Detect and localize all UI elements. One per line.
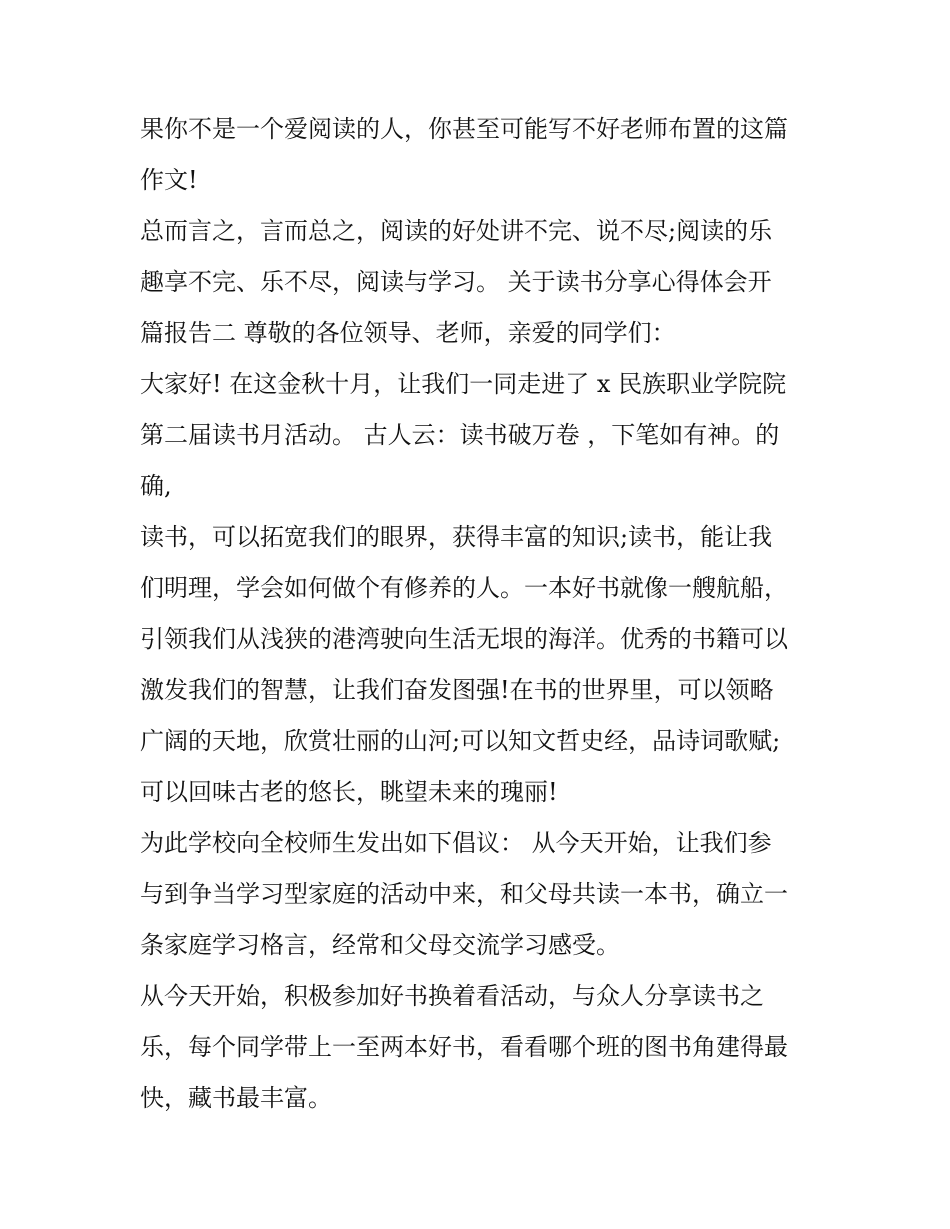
text-line: 第二届读书月活动。 古人云：读书破万卷 ，下笔如有神。的	[140, 421, 780, 449]
text-line: 乐，每个同学带上一至两本好书，看看哪个班的图书角建得最	[140, 1033, 788, 1061]
text-line: 广阔的天地，欣赏壮丽的山河;可以知文哲史经，品诗词歌赋;	[140, 727, 781, 755]
text-line: 可以回味古老的悠长，眺望未来的瑰丽!	[140, 778, 558, 806]
text-line: 为此学校向全校师生发出如下倡议： 从今天开始，让我们参	[140, 829, 772, 857]
text-line: 作文!	[140, 166, 198, 194]
text-line: 从今天开始，积极参加好书换着看活动，与众人分享读书之	[140, 982, 764, 1010]
text-line: 条家庭学习格言，经常和父母交流学习感受。	[140, 931, 620, 959]
text-line: 大家好! 在这金秋十月，让我们一同走进了 x 民族职业学院院	[140, 370, 787, 398]
text-line: 与到争当学习型家庭的活动中来，和父母共读一本书，确立一	[140, 880, 788, 908]
text-line: 引领我们从浅狭的港湾驶向生活无垠的海洋。优秀的书籍可以	[140, 625, 788, 653]
text-line: 们明理，学会如何做个有修养的人。一本好书就像一艘航船，	[140, 574, 788, 602]
text-line: 篇报告二 尊敬的各位领导、老师，亲爱的同学们：	[140, 319, 676, 347]
text-line: 总而言之，言而总之，阅读的好处讲不完、说不尽;阅读的乐	[140, 217, 773, 245]
text-line: 果你不是一个爱阅读的人，你甚至可能写不好老师布置的这篇	[140, 115, 788, 143]
text-line: 读书，可以拓宽我们的眼界，获得丰富的知识;读书，能让我	[140, 523, 773, 551]
text-line: 趣享不完、乐不尽，阅读与学习。 关于读书分享心得体会开	[140, 268, 772, 296]
document-body	[140, 104, 820, 1124]
text-line: 确,	[140, 472, 172, 500]
text-line: 快，藏书最丰富。	[140, 1084, 332, 1112]
text-line: 激发我们的智慧，让我们奋发图强!在书的世界里，可以领略	[140, 676, 774, 704]
